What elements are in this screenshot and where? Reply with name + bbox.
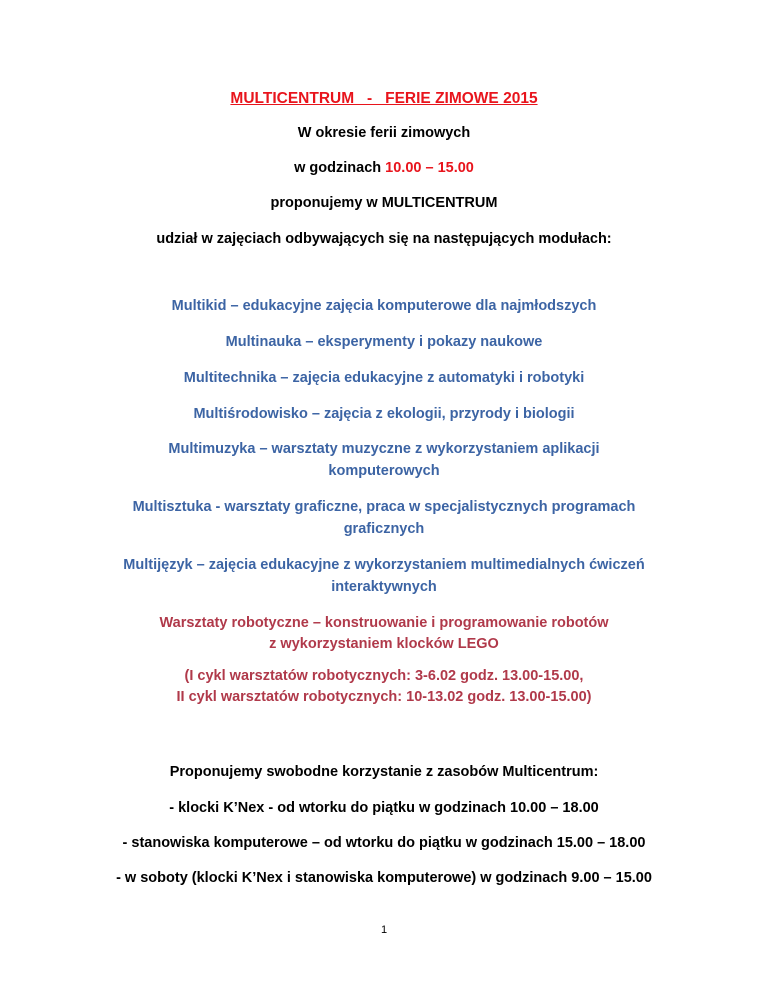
- robotics-cycle-2: II cykl warsztatów robotycznych: 10-13.02 godz. 13.00-15.00): [176, 689, 592, 705]
- page-title: MULTICENTRUM - FERIE ZIMOWE 2015: [230, 90, 538, 107]
- module-multitechnika: Multitechnika – zajęcia edukacyjne z automatyki i robotyki: [183, 370, 585, 386]
- robotics-line-2: z wykorzystaniem klocków LEGO: [269, 636, 499, 652]
- intro-hours: 10.00 – 15.00: [385, 160, 474, 176]
- intro-line-2-prefix: w godzinach: [294, 160, 386, 176]
- module-multimuzyka-line-1: Multimuzyka – warsztaty muzyczne z wykorzystaniem aplikacji: [168, 441, 600, 457]
- module-multinauka: Multinauka – eksperymenty i pokazy naukowe: [225, 334, 543, 350]
- robotics-line-1: Warsztaty robotyczne – konstruowanie i programowanie robotów: [159, 615, 609, 631]
- intro-line-2: [0, 157, 768, 179]
- intro-line-1: W okresie ferii zimowych: [297, 125, 471, 141]
- module-multijezyk-line-1: Multijęzyk – zajęcia edukacyjne z wykorzystaniem multimedialnych ćwiczeń: [123, 557, 645, 573]
- module-multisrodowisko: Multiśrodowisko – zajęcia z ekologii, przyrody i biologii: [193, 406, 575, 422]
- free-use-item-2: - stanowiska komputerowe – od wtorku do piątku w godzinach 15.00 – 18.00: [122, 835, 646, 851]
- intro-line-4: udział w zajęciach odbywających się na następujących modułach:: [156, 231, 612, 247]
- module-multisztuka-line-1: Multisztuka - warsztaty graficzne, praca w specjalistycznych programach: [132, 499, 636, 515]
- module-multisztuka-line-2: graficznych: [343, 521, 425, 537]
- module-multijezyk-line-2: interaktywnych: [331, 579, 437, 595]
- intro-line-3: proponujemy w MULTICENTRUM: [270, 195, 498, 211]
- free-use-item-3: - w soboty (klocki K’Nex i stanowiska komputerowe) w godzinach 9.00 – 15.00: [116, 870, 652, 886]
- module-multikid: Multikid – edukacyjne zajęcia komputerowe dla najmłodszych: [171, 298, 597, 314]
- page-number: 1: [380, 924, 388, 936]
- free-use-item-1: - klocki K’Nex - od wtorku do piątku w godzinach 10.00 – 18.00: [169, 800, 599, 816]
- free-use-heading: Proponujemy swobodne korzystanie z zasobów Multicentrum:: [169, 764, 599, 780]
- robotics-cycle-1: (I cykl warsztatów robotycznych: 3-6.02 godz. 13.00-15.00,: [184, 668, 584, 684]
- module-multimuzyka-line-2: komputerowych: [328, 463, 440, 479]
